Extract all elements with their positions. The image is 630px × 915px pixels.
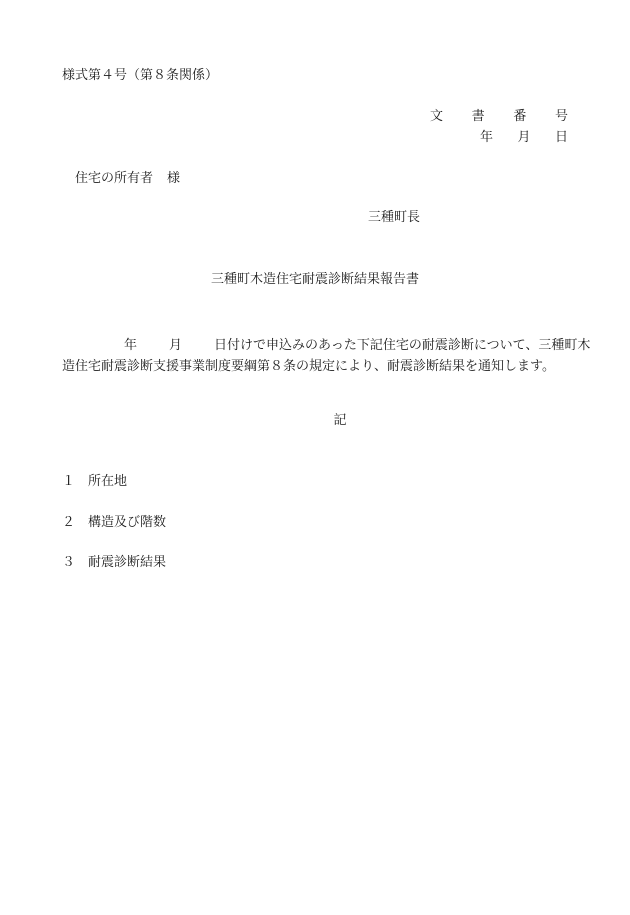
list-item xyxy=(62,556,166,569)
doc-number-char: 書 xyxy=(471,109,485,124)
document-title-text: 三種町木造住宅耐震診断結果報告書 xyxy=(210,272,419,287)
body-year: 年 xyxy=(124,338,138,353)
date-day: 日 xyxy=(554,130,568,145)
document-number-label xyxy=(430,110,568,123)
doc-number-char: 号 xyxy=(554,109,568,124)
date-year: 年 xyxy=(480,130,494,145)
document-title xyxy=(0,273,630,286)
recipient xyxy=(75,172,180,185)
body-line-1 xyxy=(62,335,591,356)
item-number: ３ xyxy=(62,555,76,570)
ki-heading: 記 xyxy=(333,413,347,428)
sender: 三種町長 xyxy=(368,210,421,225)
body-line-1-text: 日付けで申込みのあった下記住宅の耐震診断について、三種町木 xyxy=(214,338,591,353)
item-label: 構造及び階数 xyxy=(88,515,167,530)
recipient-name: 住宅の所有者 xyxy=(75,171,154,186)
doc-number-char: 文 xyxy=(430,109,444,124)
item-number: ２ xyxy=(62,515,76,530)
item-number: １ xyxy=(62,474,76,489)
item-label: 所在地 xyxy=(88,474,128,489)
recipient-honorific: 様 xyxy=(167,171,181,186)
form-number: 様式第４号（第８条関係） xyxy=(62,68,219,83)
date-month: 月 xyxy=(517,130,531,145)
body-month: 月 xyxy=(169,338,183,353)
list-item xyxy=(62,516,166,529)
list-item xyxy=(62,475,127,488)
doc-number-char: 番 xyxy=(513,109,527,124)
body-line-2: 造住宅耐震診断支援事業制度要綱第８条の規定により、耐震診断結果を通知します。 xyxy=(62,359,555,374)
item-label: 耐震診断結果 xyxy=(88,555,167,570)
document-date xyxy=(480,131,568,144)
body-paragraph xyxy=(62,335,591,377)
